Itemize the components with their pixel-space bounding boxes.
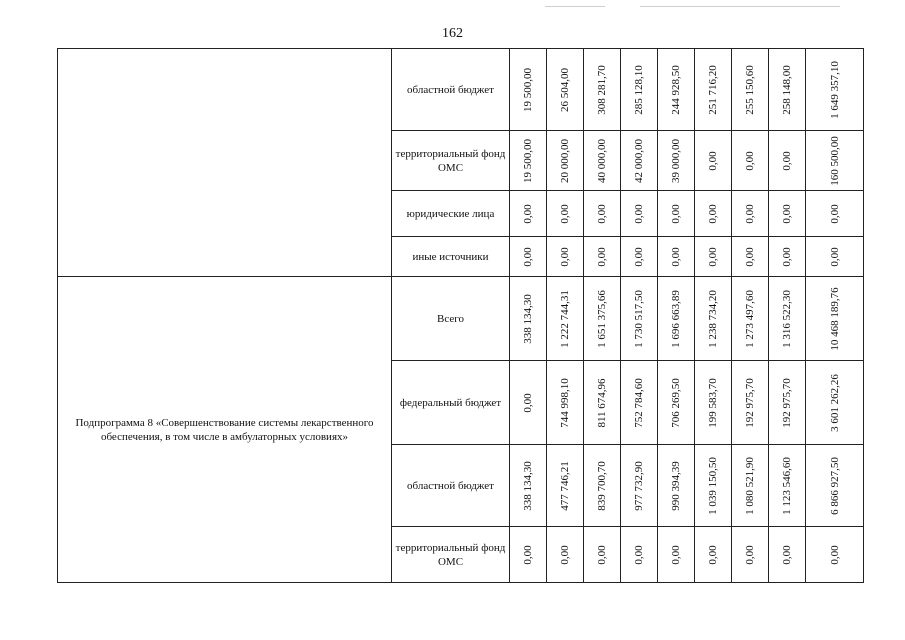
amount-value: 0,00 bbox=[596, 203, 608, 224]
amount-value: 42 000,00 bbox=[633, 138, 645, 183]
amount-value: 20 000,00 bbox=[559, 138, 571, 183]
year-amount-cell bbox=[510, 237, 547, 277]
year-amount-cell bbox=[658, 277, 695, 361]
year-amount-cell bbox=[658, 237, 695, 277]
year-amount-cell bbox=[695, 131, 732, 191]
amount-value: 160 500,00 bbox=[828, 135, 841, 186]
year-amount-cell bbox=[510, 361, 547, 445]
year-amount-cell bbox=[658, 131, 695, 191]
year-amount-cell bbox=[769, 237, 806, 277]
year-amount-cell bbox=[547, 237, 584, 277]
funding-source-cell: областной бюджет bbox=[392, 445, 510, 527]
amount-value: 0,00 bbox=[522, 246, 534, 267]
year-amount-cell bbox=[732, 237, 769, 277]
amount-value: 0,00 bbox=[633, 203, 645, 224]
amount-value: 0,00 bbox=[522, 544, 534, 565]
year-amount-cell bbox=[621, 237, 658, 277]
amount-value: 0,00 bbox=[828, 246, 841, 267]
year-amount-cell bbox=[732, 131, 769, 191]
year-amount-cell bbox=[547, 361, 584, 445]
amount-value: 0,00 bbox=[633, 246, 645, 267]
year-amount-cell bbox=[732, 277, 769, 361]
year-amount-cell bbox=[769, 49, 806, 131]
year-amount-cell bbox=[695, 527, 732, 583]
amount-value: 255 150,60 bbox=[744, 64, 756, 115]
year-amount-cell bbox=[695, 237, 732, 277]
year-amount-cell bbox=[732, 361, 769, 445]
amount-value: 0,00 bbox=[744, 246, 756, 267]
amount-value: 811 674,96 bbox=[596, 377, 608, 428]
amount-value: 839 700,70 bbox=[596, 460, 608, 511]
amount-value: 199 583,70 bbox=[707, 377, 719, 428]
amount-value: 706 269,50 bbox=[670, 377, 682, 428]
year-amount-cell bbox=[769, 527, 806, 583]
year-amount-cell bbox=[510, 277, 547, 361]
year-amount-cell bbox=[584, 237, 621, 277]
amount-value: 338 134,30 bbox=[522, 293, 534, 344]
amount-value: 0,00 bbox=[828, 203, 841, 224]
amount-value: 990 394,39 bbox=[670, 460, 682, 511]
amount-value: 0,00 bbox=[596, 544, 608, 565]
amount-value: 1 316 522,30 bbox=[781, 289, 793, 348]
amount-value: 477 746,21 bbox=[559, 460, 571, 511]
total-amount-cell bbox=[806, 277, 864, 361]
year-amount-cell bbox=[547, 131, 584, 191]
year-amount-cell bbox=[547, 191, 584, 237]
year-amount-cell bbox=[584, 277, 621, 361]
amount-value: 0,00 bbox=[781, 246, 793, 267]
amount-value: 1 123 546,60 bbox=[781, 456, 793, 515]
amount-value: 0,00 bbox=[781, 150, 793, 171]
year-amount-cell bbox=[621, 191, 658, 237]
amount-value: 19 500,00 bbox=[522, 67, 534, 112]
year-amount-cell bbox=[621, 361, 658, 445]
scan-artifact bbox=[640, 6, 840, 7]
year-amount-cell bbox=[510, 49, 547, 131]
amount-value: 10 468 189,76 bbox=[828, 286, 841, 351]
year-amount-cell bbox=[584, 49, 621, 131]
amount-value: 308 281,70 bbox=[596, 64, 608, 115]
amount-value: 0,00 bbox=[670, 203, 682, 224]
amount-value: 0,00 bbox=[559, 203, 571, 224]
year-amount-cell bbox=[695, 49, 732, 131]
year-amount-cell bbox=[547, 49, 584, 131]
year-amount-cell bbox=[732, 445, 769, 527]
funding-source-cell: юридические лица bbox=[392, 191, 510, 237]
amount-value: 0,00 bbox=[707, 203, 719, 224]
year-amount-cell bbox=[769, 445, 806, 527]
total-amount-cell bbox=[806, 445, 864, 527]
year-amount-cell bbox=[769, 361, 806, 445]
amount-value: 192 975,70 bbox=[781, 377, 793, 428]
amount-value: 0,00 bbox=[744, 203, 756, 224]
total-amount-cell bbox=[806, 191, 864, 237]
amount-value: 244 928,50 bbox=[670, 64, 682, 115]
year-amount-cell bbox=[510, 191, 547, 237]
funding-source-cell: территориальный фонд ОМС bbox=[392, 527, 510, 583]
amount-value: 1 039 150,50 bbox=[707, 456, 719, 515]
year-amount-cell bbox=[584, 361, 621, 445]
year-amount-cell bbox=[510, 445, 547, 527]
scan-artifact bbox=[545, 6, 605, 7]
amount-value: 1 222 744,31 bbox=[559, 289, 571, 348]
amount-value: 3 601 262,26 bbox=[828, 373, 841, 432]
funding-source-cell: федеральный бюджет bbox=[392, 361, 510, 445]
amount-value: 0,00 bbox=[781, 544, 793, 565]
table-row bbox=[58, 49, 864, 131]
year-amount-cell bbox=[510, 131, 547, 191]
amount-value: 39 000,00 bbox=[670, 138, 682, 183]
amount-value: 752 784,60 bbox=[633, 377, 645, 428]
amount-value: 1 649 357,10 bbox=[828, 60, 841, 119]
total-amount-cell bbox=[806, 237, 864, 277]
amount-value: 0,00 bbox=[559, 544, 571, 565]
year-amount-cell bbox=[547, 445, 584, 527]
amount-value: 0,00 bbox=[744, 150, 756, 171]
table-row bbox=[58, 277, 864, 361]
year-amount-cell bbox=[658, 361, 695, 445]
year-amount-cell bbox=[732, 191, 769, 237]
amount-value: 0,00 bbox=[559, 246, 571, 267]
amount-value: 977 732,90 bbox=[633, 460, 645, 511]
total-amount-cell bbox=[806, 131, 864, 191]
funding-source-cell: территориальный фонд ОМС bbox=[392, 131, 510, 191]
amount-value: 0,00 bbox=[707, 150, 719, 171]
year-amount-cell bbox=[547, 277, 584, 361]
year-amount-cell bbox=[658, 49, 695, 131]
year-amount-cell bbox=[547, 527, 584, 583]
amount-value: 251 716,20 bbox=[707, 64, 719, 115]
year-amount-cell bbox=[621, 277, 658, 361]
amount-value: 1 696 663,89 bbox=[670, 289, 682, 348]
year-amount-cell bbox=[621, 131, 658, 191]
amount-value: 0,00 bbox=[781, 203, 793, 224]
year-amount-cell bbox=[658, 445, 695, 527]
amount-value: 26 504,00 bbox=[559, 67, 571, 112]
funding-source-cell: Всего bbox=[392, 277, 510, 361]
amount-value: 1 238 734,20 bbox=[707, 289, 719, 348]
year-amount-cell bbox=[584, 131, 621, 191]
amount-value: 0,00 bbox=[522, 203, 534, 224]
amount-value: 1 730 517,50 bbox=[633, 289, 645, 348]
amount-value: 0,00 bbox=[828, 544, 841, 565]
year-amount-cell bbox=[621, 49, 658, 131]
amount-value: 0,00 bbox=[707, 544, 719, 565]
year-amount-cell bbox=[695, 277, 732, 361]
amount-value: 6 866 927,50 bbox=[828, 456, 841, 515]
funding-source-cell: областной бюджет bbox=[392, 49, 510, 131]
amount-value: 0,00 bbox=[744, 544, 756, 565]
page-number: 162 bbox=[442, 26, 463, 41]
program-name-cell bbox=[58, 49, 392, 277]
amount-value: 0,00 bbox=[596, 246, 608, 267]
amount-value: 1 273 497,60 bbox=[744, 289, 756, 348]
amount-value: 0,00 bbox=[633, 544, 645, 565]
year-amount-cell bbox=[510, 527, 547, 583]
program-name-cell: Подпрограмма 8 «Совершенствование системы лекарственного обеспечения, в том числе в амбулаторных условиях» bbox=[58, 277, 392, 583]
year-amount-cell bbox=[584, 445, 621, 527]
year-amount-cell bbox=[621, 445, 658, 527]
amount-value: 338 134,30 bbox=[522, 460, 534, 511]
year-amount-cell bbox=[695, 445, 732, 527]
amount-value: 19 500,00 bbox=[522, 138, 534, 183]
amount-value: 744 998,10 bbox=[559, 377, 571, 428]
year-amount-cell bbox=[732, 49, 769, 131]
year-amount-cell bbox=[658, 191, 695, 237]
amount-value: 1 080 521,90 bbox=[744, 456, 756, 515]
amount-value: 40 000,00 bbox=[596, 138, 608, 183]
amount-value: 258 148,00 bbox=[781, 64, 793, 115]
amount-value: 0,00 bbox=[522, 392, 534, 413]
funding-table bbox=[57, 48, 864, 583]
total-amount-cell bbox=[806, 527, 864, 583]
year-amount-cell bbox=[658, 527, 695, 583]
amount-value: 0,00 bbox=[670, 544, 682, 565]
year-amount-cell bbox=[584, 191, 621, 237]
amount-value: 285 128,10 bbox=[633, 64, 645, 115]
year-amount-cell bbox=[621, 527, 658, 583]
total-amount-cell bbox=[806, 49, 864, 131]
total-amount-cell bbox=[806, 361, 864, 445]
amount-value: 1 651 375,66 bbox=[596, 289, 608, 348]
year-amount-cell bbox=[769, 191, 806, 237]
year-amount-cell bbox=[584, 527, 621, 583]
amount-value: 192 975,70 bbox=[744, 377, 756, 428]
year-amount-cell bbox=[769, 277, 806, 361]
amount-value: 0,00 bbox=[670, 246, 682, 267]
year-amount-cell bbox=[732, 527, 769, 583]
funding-source-cell: иные источники bbox=[392, 237, 510, 277]
year-amount-cell bbox=[769, 131, 806, 191]
amount-value: 0,00 bbox=[707, 246, 719, 267]
year-amount-cell bbox=[695, 361, 732, 445]
year-amount-cell bbox=[695, 191, 732, 237]
